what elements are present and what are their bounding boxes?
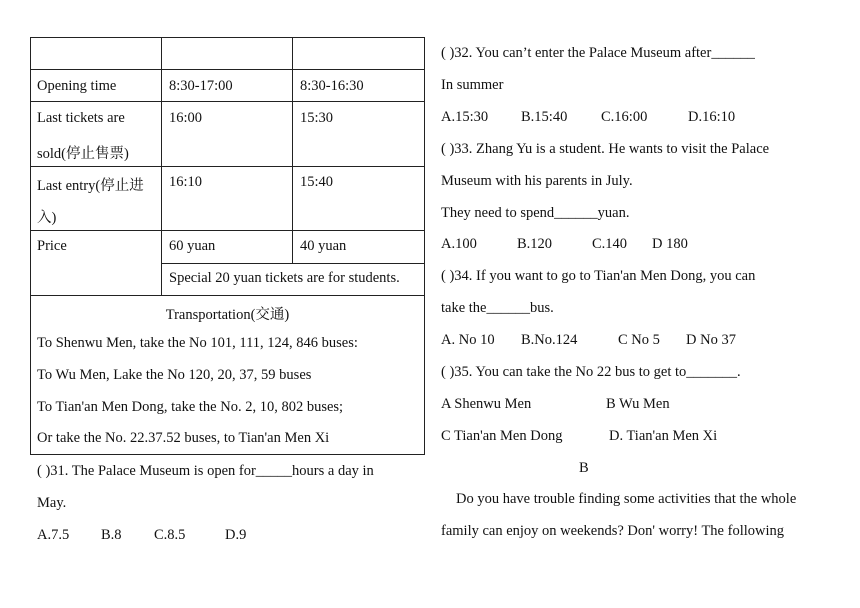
q35-option-c: C Tian'an Men Dong: [441, 428, 563, 444]
passage-line2: family can enjoy on weekends? Don' worry! The following: [441, 523, 785, 539]
q33-option-b: B.120: [517, 236, 553, 252]
q33-line3: They need to spend______yuan.: [441, 205, 630, 221]
transport-line: To Wu Men, Lake the No 120, 20, 37, 59 buses: [37, 367, 312, 383]
transport-line: To Tian'an Men Dong, take the No. 2, 10, 802 buses;: [37, 399, 344, 415]
q32-line1: ( )32. You can’t enter the Palace Museum after______: [441, 45, 755, 61]
q34-option-d: D No 37: [686, 332, 736, 348]
price-col2: 40 yuan: [300, 238, 347, 254]
passage-line1: Do you have trouble finding some activities that the whole: [456, 491, 797, 507]
last-tickets-label-line1: Last tickets are: [37, 110, 125, 126]
last-entry-label-line1: Last entry(停止进: [37, 178, 144, 194]
q31-line2: May.: [37, 495, 67, 511]
section-b-heading: B: [579, 460, 589, 476]
table-border-bottom: [30, 454, 425, 455]
table-row-divider: [30, 101, 425, 102]
q33-line2: Museum with his parents in July.: [441, 173, 633, 189]
last-tickets-label-line2: sold(停止售票): [37, 146, 129, 162]
last-entry-col1: 16:10: [169, 174, 203, 190]
transport-title: Transportation(交通): [165, 307, 290, 323]
last-entry-col2: 15:40: [300, 174, 334, 190]
q34-option-c: C No 5: [618, 332, 660, 348]
price-student-note: Special 20 yuan tickets are for students.: [169, 270, 400, 286]
q33-option-c: C.140: [592, 236, 628, 252]
transport-line: To Shenwu Men, take the No 101, 111, 124, 846 buses:: [37, 335, 358, 351]
table-row-divider: [30, 295, 425, 296]
opening-time-col1: 8:30-17:00: [169, 78, 233, 94]
q34-option-b: B.No.124: [521, 332, 578, 348]
transport-line: Or take the No. 22.37.52 buses, to Tian'an Men Xi: [37, 430, 330, 446]
table-row-divider: [30, 230, 425, 231]
opening-time-col2: 8:30-16:30: [300, 78, 364, 94]
q35-line1: ( )35. You can take the No 22 bus to get to_______.: [441, 364, 741, 380]
q34-option-a: A. No 10: [441, 332, 495, 348]
table-row-divider: [161, 263, 425, 264]
q32-option-b: B.15:40: [521, 109, 568, 125]
q31-line1: ( )31. The Palace Museum is open for_____hours a day in: [37, 463, 374, 479]
table-border-top: [30, 37, 425, 38]
q31-option-c: C.8.5: [154, 527, 186, 543]
q33-option-a: A.100: [441, 236, 477, 252]
q31-option-b: B.8: [101, 527, 122, 543]
table-border-left: [30, 37, 31, 455]
q35-option-b: B Wu Men: [606, 396, 670, 412]
q33-line1: ( )33. Zhang Yu is a student. He wants to visit the Palace: [441, 141, 770, 157]
table-row-divider: [30, 166, 425, 167]
q35-option-a: A Shenwu Men: [441, 396, 532, 412]
table-row-divider: [30, 69, 425, 70]
q32-option-d: D.16:10: [688, 109, 736, 125]
q31-option-d: D.9: [225, 527, 247, 543]
q35-option-d: D. Tian'an Men Xi: [609, 428, 718, 444]
price-col1: 60 yuan: [169, 238, 216, 254]
last-tickets-col1: 16:00: [169, 110, 203, 126]
q34-line1: ( )34. If you want to go to Tian'an Men Dong, you can: [441, 268, 756, 284]
q31-option-a: A.7.5: [37, 527, 70, 543]
q34-line2: take the______bus.: [441, 300, 554, 316]
q32-line2: In summer: [441, 77, 504, 93]
q32-option-a: A.15:30: [441, 109, 489, 125]
last-entry-label-line2: 入): [37, 210, 57, 226]
price-label: Price: [37, 238, 67, 254]
q32-option-c: C.16:00: [601, 109, 648, 125]
last-tickets-col2: 15:30: [300, 110, 334, 126]
opening-time-label: Opening time: [37, 78, 117, 94]
info-table: [30, 37, 425, 455]
q33-option-d: D 180: [652, 236, 688, 252]
table-border-right: [424, 37, 425, 455]
